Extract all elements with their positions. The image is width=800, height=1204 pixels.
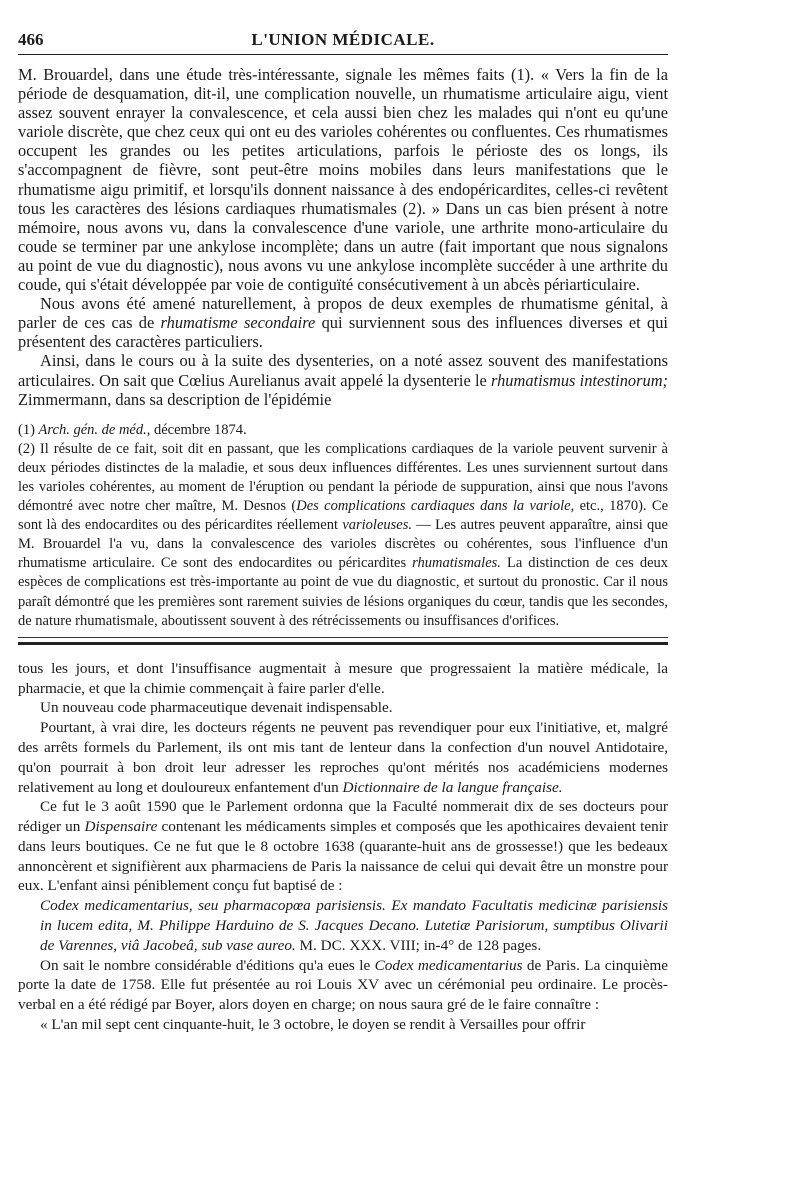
- footnotes: [18, 421, 668, 631]
- paragraph: Pourtant, à vrai dire, les docteurs régents ne peuvent pas revendiquer pour eux l'initiative, et, malgré des arrêts formels du Parlement, ils ont mis tant de lenteur dans la confection d'un nouvel Antidotaire, qu'on pourrait à bon droit leur adresser les reproches qu'ont mérités nos académiciens modernes relativement au long et douloureux enfantement d'un Dictionnaire de la langue française.: [18, 719, 668, 796]
- main-text: [18, 65, 668, 409]
- paragraph: Nous avons été amené naturellement, à propos de deux exemples de rhumatisme génital, à parler de ces cas de rhumatisme secondaire qui surviennent sous des influences diverses et qui présentent des caractères particuliers.: [18, 294, 668, 352]
- codex-title-quote: Codex medicamentarius, seu pharmacopœa parisiensis. Ex mandato Facultatis medicinæ parisiensis in lucem edita, M. Philippe Harduino de S. Jacques Decano. Lutetiæ Parisiorum, sumptibus Olivarii de Varennes, viâ Jacobeâ, sub vase aureo. M. DC. XXX. VIII; in-4° de 128 pages.: [40, 897, 668, 954]
- paragraph: « L'an mil sept cent cinquante-huit, le 3 octobre, le doyen se rendit à Versailles pour offrir: [40, 1016, 586, 1034]
- separator-rule: [18, 637, 668, 638]
- footnote-1: (1) Arch. gén. de méd., décembre 1874.: [18, 421, 247, 438]
- page-header: [18, 26, 668, 55]
- running-title: L'UNION MÉDICALE.: [251, 30, 435, 49]
- paragraph: Ainsi, dans le cours ou à la suite des dysenteries, on a noté assez souvent des manifestations articulaires. On sait que Cœlius Aurelianus avait appelé la dysenterie le rhumatismus intestinorum; Zimmermann, dans sa description de l'épidémie: [18, 351, 668, 409]
- emphasis: rhumatismus intestinorum;: [491, 370, 668, 390]
- paragraph: tous les jours, et dont l'insuffisance augmentait à mesure que progressaient la matière médicale, la pharmacie, et que la chimie commençait à faire parler d'elle.: [18, 659, 668, 697]
- paragraph: On sait le nombre considérable d'éditions qu'a eues le Codex medicamentarius de Paris. La cinquième porte la date de 1758. Elle fut présentée au roi Louis XV avec un cérémonial peu ordinaire. Le procès-verbal en a été rédigé par Boyer, alors doyen en charge; on nous saura gré de le faire connaître :: [18, 956, 668, 1014]
- paragraph: M. Brouardel, dans une étude très-intéressante, signale les mêmes faits (1). « Vers la fin de la période de desquamation, dit-il, une complication nouvelle, un rhumatisme articulaire aigu, vient assez souvent enrayer la convalescence, et cela aussi bien chez les malades qui n'ont eu qu'une variole discrète, que chez ceux qui ont eu des varioles cohérentes ou confluentes. Ces rhumatismes occupent les grandes ou les petites articulations, parfois le périoste des os longs, ils s'accompagnent de fièvre, sont peut-être moins mobiles dans leurs manifestations que le rhumatisme aigu primitif, et lorsqu'ils donnent naissance à des endopéricardites, celles-ci revêtent tous les caractères des lésions cardiaques rhumatismales (2). » Dans un cas bien présent à notre mémoire, nous avons vu, dans la convalescence d'une variole, une arthrite mono-articulaire du coude se terminer par une ankylose incomplète; dans un autre (fait important que nous signalons au point de vue du diagnostic), nous avons vu une ankylose incomplète succéder à une arthrite du coude, qui s'était développée par voie de contiguïté consécutivement à un abcès périarticulaire.: [18, 65, 668, 295]
- footnote-2: (2) Il résulte de ce fait, soit dit en passant, que les complications cardiaques de la variole peuvent survenir à deux périodes distinctes de la maladie, et sous deux influences différentes. Les unes surviennent surtout dans les varioles cohérentes, au moment de l'éruption ou pendant la période de suppuration, ainsi que nous l'avons démontré avec notre cher maître, M. Desnos (Des complications cardiaques dans la variole, etc., 1870). Ce sont là des endocardites ou des péricardites réellement varioleuses. — Les autres peuvent apparaître, ainsi que M. Brouardel l'a vu, dans la convalescence des varioles discrètes ou cohérentes, sous l'influence d'un rhumatisme articulaire. Ce sont des endocardites ou péricardites rhumatismales. La distinction de ces deux espèces de complications est très-importante au point de vue du diagnostic, et surtout du pronostic. Car il nous paraît démontré que les premières sont rarement suivies de lésions organiques du cœur, tandis que les secondes, de nature rhumatismale, aboutissent souvent à des rétrécissements ou insuffisances d'orifices.: [18, 440, 669, 629]
- feuilleton-text: [18, 659, 668, 1035]
- page-number: 466: [18, 30, 44, 49]
- emphasis: rhumatisme secondaire: [160, 313, 316, 333]
- paragraph: Ce fut le 3 août 1590 que le Parlement ordonna que la Faculté nommerait dix de ses docteurs pour rédiger un Dispensaire contenant les médicaments simples et composés que les apothicaires devaient tenir dans leurs boutiques. Ce ne fut que le 8 octobre 1638 (quarante-huit ans de grossesse!) que les bedeaux annoncèrent et signifièrent aux pharmaciens de Paris la naissance de celui qui devait être un monstre pour eux. L'enfant ainsi péniblement conçu fut baptisé de :: [18, 798, 668, 895]
- paragraph: Un nouveau code pharmaceutique devenait indispensable.: [40, 699, 393, 717]
- feuilleton-rule: [18, 642, 668, 645]
